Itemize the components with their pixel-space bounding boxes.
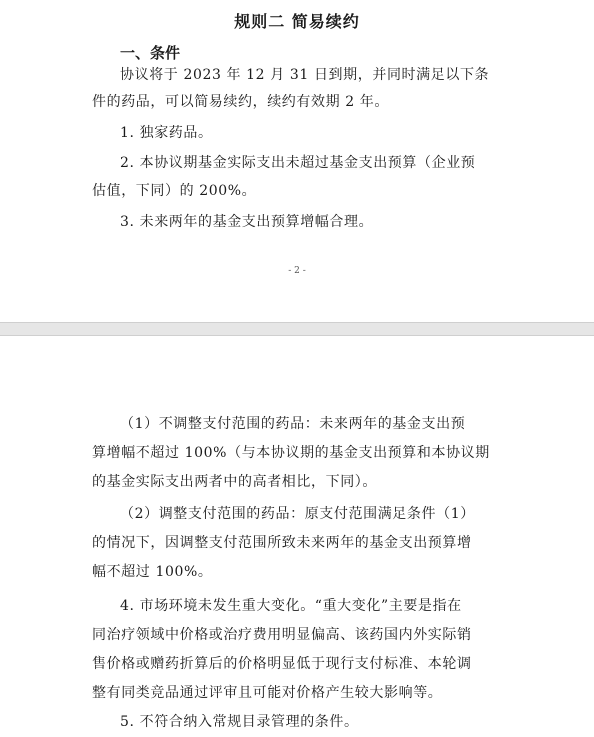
- section-heading-conditions: 一、条件: [120, 44, 181, 62]
- condition-item-3: 3. 未来两年的基金支出预算增幅合理。: [120, 214, 374, 230]
- condition-item-2-line-2: 估值，下同）的 200%。: [92, 183, 257, 199]
- condition-item-4-line-2: 同治疗领域中价格或治疗费用明显偏高、该药国内外实际销: [92, 627, 472, 643]
- condition-item-1: 1. 独家药品。: [120, 125, 213, 141]
- sub-item-1-line-2: 算增幅不超过 100%（与本协议期的基金支出预算和本协议期: [92, 445, 490, 461]
- sub-item-2-line-2: 的情况下，因调整支付范围所致未来两年的基金支出预算增: [92, 535, 472, 551]
- page-number: - 2 -: [288, 266, 306, 276]
- sub-item-2-line-1: （2）调整支付范围的药品：原支付范围满足条件（1）: [120, 506, 475, 522]
- sub-item-1-line-1: （1）不调整支付范围的药品：未来两年的基金支出预: [120, 416, 466, 432]
- sub-item-2-line-3: 幅不超过 100%。: [92, 564, 213, 580]
- condition-item-4-line-3: 售价格或赠药折算后的价格明显低于现行支付标准、本轮调: [92, 656, 472, 672]
- condition-item-4-line-4: 整有同类竞品通过评审且可能对价格产生较大影响等。: [92, 685, 443, 701]
- intro-line-1: 协议将于 2023 年 12 月 31 日到期，并同时满足以下条: [120, 67, 490, 83]
- intro-line-2: 件的药品，可以简易续约，续约有效期 2 年。: [92, 94, 390, 110]
- page-title: 规则二 简易续约: [234, 12, 360, 31]
- document-page-3: [0, 336, 594, 737]
- condition-item-2-line-1: 2. 本协议期基金实际支出未超过基金支出预算（企业预: [120, 155, 476, 171]
- condition-item-4-line-1: 4. 市场环境未发生重大变化。“重大变化”主要是指在: [120, 598, 462, 614]
- condition-item-5: 5. 不符合纳入常规目录管理的条件。: [120, 714, 359, 730]
- page-separator: [0, 322, 594, 336]
- document-page-2: [0, 0, 594, 322]
- sub-item-1-line-3: 的基金实际支出两者中的高者相比，下同）。: [92, 474, 377, 490]
